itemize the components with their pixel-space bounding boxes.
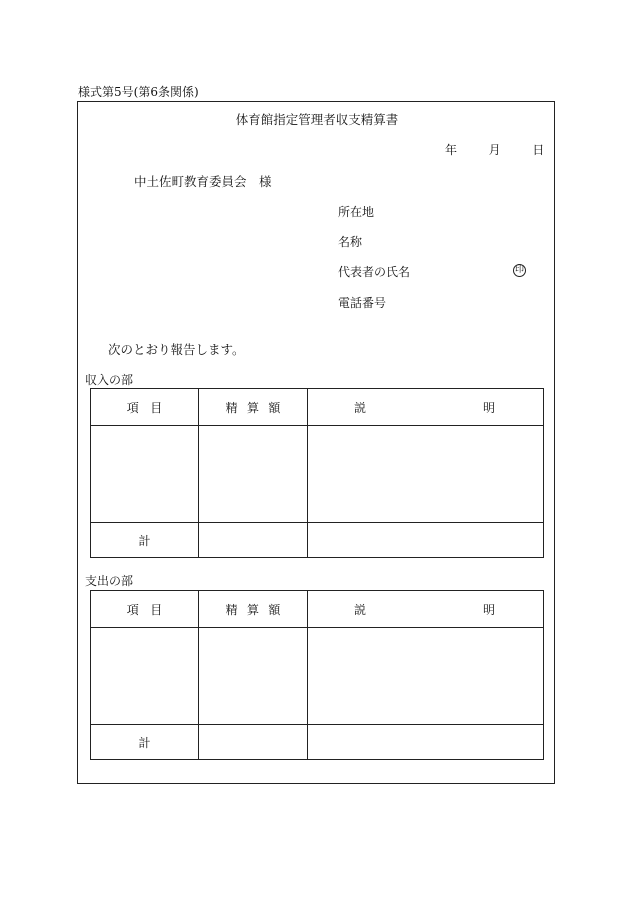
expense-table [90, 590, 544, 760]
expense-body-row [91, 628, 544, 725]
income-amount-header: 精 算 額 [199, 389, 308, 426]
location-label: 所在地 [338, 205, 375, 219]
expense-total-row [91, 725, 544, 760]
date-line [445, 144, 544, 156]
income-total-row [91, 523, 544, 558]
expense-total-desc-cell[interactable] [308, 725, 544, 760]
expense-item-header: 項 目 [91, 591, 199, 628]
income-body-row [91, 426, 544, 523]
income-table [90, 388, 544, 558]
addressee: 中土佐町教育委員会 様 [134, 174, 272, 189]
income-item-header: 項 目 [91, 389, 199, 426]
income-amount-cell[interactable] [199, 426, 308, 523]
name-label: 名称 [338, 235, 363, 249]
expense-desc-header: 説 明 [308, 591, 544, 628]
expense-amount-cell[interactable] [199, 628, 308, 725]
representative-label: 代表者の氏名 [338, 265, 411, 279]
phone-label: 電話番号 [338, 296, 387, 310]
form-title: 体育館指定管理者収支精算書 [235, 112, 399, 127]
seal-mark: 印 [514, 265, 524, 275]
income-desc-header: 説 明 [308, 389, 544, 426]
income-header-row [91, 389, 544, 426]
income-total-label: 計 [91, 523, 199, 558]
expense-total-label: 計 [91, 725, 199, 760]
expense-item-cell[interactable] [91, 628, 199, 725]
income-total-amount-cell[interactable] [199, 523, 308, 558]
expense-section-label: 支出の部 [85, 574, 134, 588]
day-label: 日 [532, 143, 545, 157]
report-statement: 次のとおり報告します。 [108, 342, 245, 357]
form-frame [77, 101, 555, 784]
expense-header-row [91, 591, 544, 628]
expense-amount-header: 精 算 額 [199, 591, 308, 628]
month-label: 月 [488, 143, 501, 157]
income-item-cell[interactable] [91, 426, 199, 523]
income-total-desc-cell[interactable] [308, 523, 544, 558]
expense-desc-cell[interactable] [308, 628, 544, 725]
form-number-label: 様式第5号(第6条関係) [78, 85, 199, 99]
income-section-label: 収入の部 [85, 373, 134, 387]
year-label: 年 [445, 143, 458, 157]
income-desc-cell[interactable] [308, 426, 544, 523]
expense-total-amount-cell[interactable] [199, 725, 308, 760]
